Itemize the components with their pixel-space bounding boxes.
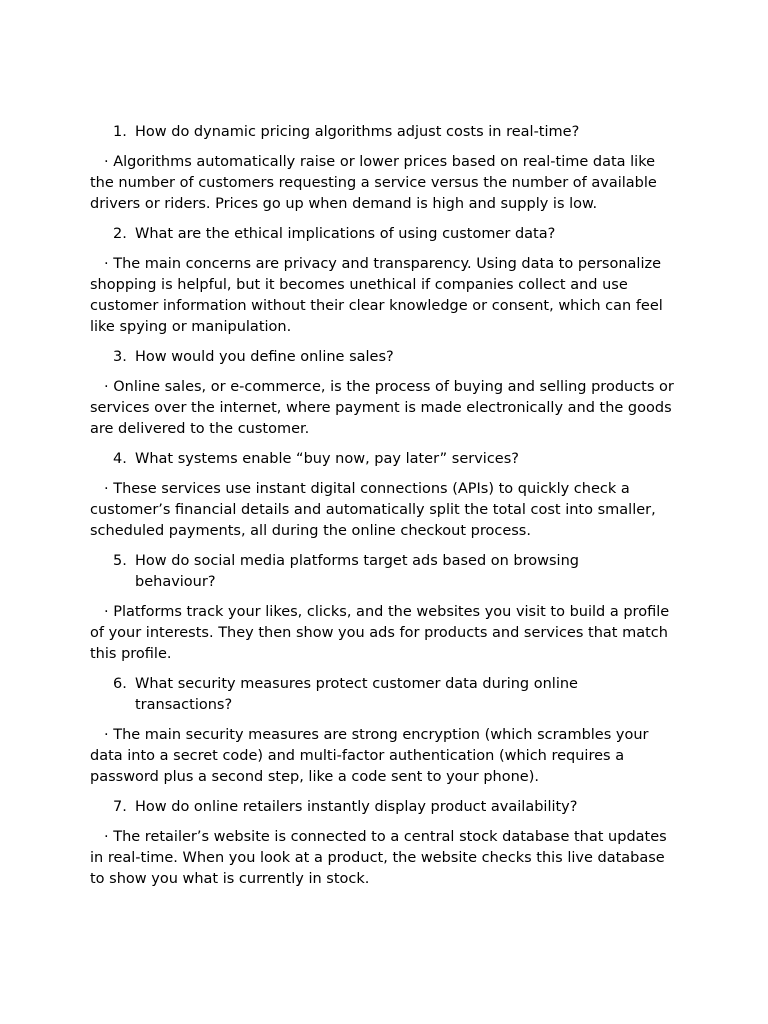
question-text: What systems enable “buy now, pay later” services? — [135, 451, 519, 467]
question-6 — [0, 674, 768, 716]
qa-item-6 — [0, 674, 768, 788]
question-number: 3. — [113, 349, 127, 365]
qa-item-4 — [0, 449, 768, 542]
qa-item-3 — [0, 347, 768, 440]
question-number: 6. — [113, 676, 127, 692]
question-1 — [0, 122, 768, 143]
question-number: 7. — [113, 799, 127, 815]
qa-item-1 — [0, 122, 768, 215]
question-number: 4. — [113, 451, 127, 467]
question-text: How do online retailers instantly display product availability? — [135, 799, 578, 815]
question-3 — [0, 347, 768, 368]
answer-5: · Platforms track your likes, clicks, and the websites you visit to build a profile of your interests. They then show you ads for products and services that match this profile. — [90, 604, 670, 662]
qa-item-7 — [0, 797, 768, 890]
question-text: How do social media platforms target ads based on browsing behaviour? — [135, 553, 579, 590]
question-text: How do dynamic pricing algorithms adjust costs in real-time? — [135, 124, 580, 140]
question-number: 2. — [113, 226, 127, 242]
answer-7: · The retailer’s website is connected to a central stock database that updates in real-time. When you look at a product, the website checks this live database to show you what is currently in stock. — [90, 829, 667, 887]
qa-list — [0, 122, 768, 890]
question-2 — [0, 224, 768, 245]
answer-6: · The main security measures are strong encryption (which scrambles your data into a secret code) and multi-factor authentication (which requires a password plus a second step, like a code sent to your phone). — [90, 727, 649, 785]
question-text: What security measures protect customer data during online transactions? — [135, 676, 578, 713]
question-5 — [0, 551, 768, 593]
qa-item-2 — [0, 224, 768, 338]
question-text: What are the ethical implications of using customer data? — [135, 226, 556, 242]
question-number: 1. — [113, 124, 127, 140]
answer-3: · Online sales, or e-commerce, is the process of buying and selling products or services over the internet, where payment is made electronically and the goods are delivered to the customer. — [90, 379, 674, 437]
answer-1: · Algorithms automatically raise or lower prices based on real-time data like the number of customers requesting a service versus the number of available drivers or riders. Prices go up when demand is high and supply is low. — [90, 154, 657, 212]
qa-item-5 — [0, 551, 768, 665]
question-text: How would you define online sales? — [135, 349, 394, 365]
answer-2: · The main concerns are privacy and transparency. Using data to personalize shopping is helpful, but it becomes unethical if companies collect and use customer information without their clear knowledge or consent, which can feel like spying or manipulation. — [90, 256, 663, 335]
question-4 — [0, 449, 768, 470]
question-7 — [0, 797, 768, 818]
answer-4: · These services use instant digital connections (APIs) to quickly check a customer’s financial details and automatically split the total cost into smaller, scheduled payments, all during the online checkout process. — [90, 481, 656, 539]
question-number: 5. — [113, 553, 127, 569]
